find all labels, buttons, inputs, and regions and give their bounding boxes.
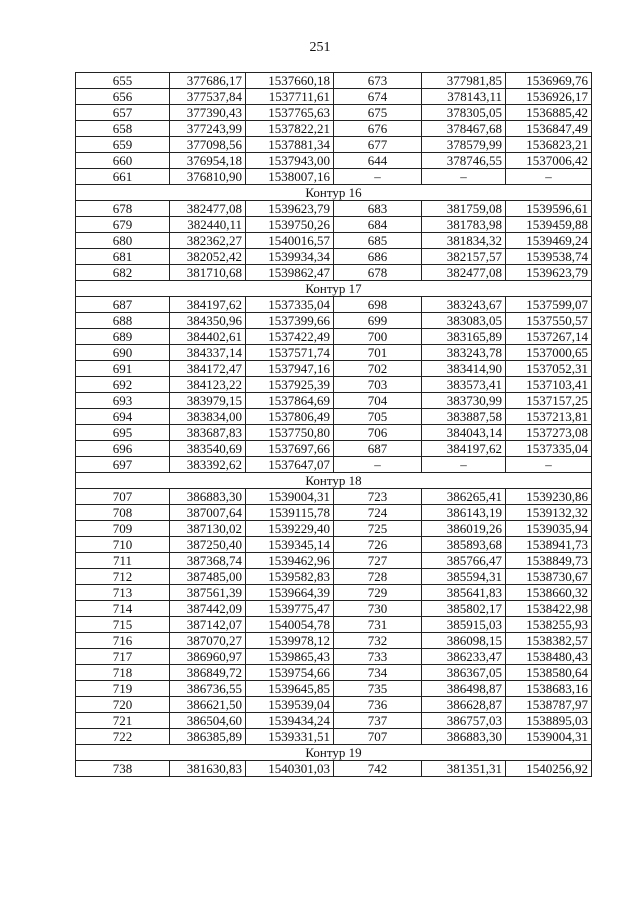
point-number: 735 — [334, 681, 422, 697]
y-coordinate: 1538660,32 — [506, 585, 592, 601]
y-coordinate: 1540301,03 — [246, 761, 334, 777]
x-coordinate: 387442,09 — [170, 601, 246, 617]
point-number: 656 — [76, 89, 170, 105]
x-coordinate: 383243,78 — [422, 345, 506, 361]
x-coordinate: 386019,26 — [422, 521, 506, 537]
table-row — [76, 169, 592, 185]
y-coordinate: 1539623,79 — [506, 265, 592, 281]
y-coordinate: 1540256,92 — [506, 761, 592, 777]
x-coordinate: 387561,39 — [170, 585, 246, 601]
x-coordinate: 378467,68 — [422, 121, 506, 137]
table-row — [76, 505, 592, 521]
y-coordinate: – — [506, 169, 592, 185]
x-coordinate: 382052,42 — [170, 249, 246, 265]
x-coordinate: 386265,41 — [422, 489, 506, 505]
x-coordinate: 378143,11 — [422, 89, 506, 105]
x-coordinate: 384197,62 — [422, 441, 506, 457]
x-coordinate: 384123,22 — [170, 377, 246, 393]
y-coordinate: 1539345,14 — [246, 537, 334, 553]
table-row — [76, 105, 592, 121]
point-number: 707 — [334, 729, 422, 745]
point-number: 690 — [76, 345, 170, 361]
x-coordinate: 384043,14 — [422, 425, 506, 441]
point-number: 678 — [76, 201, 170, 217]
table-row — [76, 153, 592, 169]
x-coordinate: 378305,05 — [422, 105, 506, 121]
point-number: 701 — [334, 345, 422, 361]
point-number: 708 — [76, 505, 170, 521]
point-number: 700 — [334, 329, 422, 345]
x-coordinate: 377243,99 — [170, 121, 246, 137]
table-row — [76, 585, 592, 601]
table-row — [76, 633, 592, 649]
point-number: 711 — [76, 553, 170, 569]
y-coordinate: 1537881,34 — [246, 137, 334, 153]
x-coordinate: 384172,47 — [170, 361, 246, 377]
x-coordinate: 381351,31 — [422, 761, 506, 777]
contour-label: Контур 19 — [76, 745, 592, 761]
point-number: 732 — [334, 633, 422, 649]
x-coordinate: 386883,30 — [422, 729, 506, 745]
point-number: 738 — [76, 761, 170, 777]
y-coordinate: – — [506, 457, 592, 473]
x-coordinate: 377390,43 — [170, 105, 246, 121]
point-number: 721 — [76, 713, 170, 729]
x-coordinate: 386504,60 — [170, 713, 246, 729]
table-row — [76, 201, 592, 217]
y-coordinate: 1538382,57 — [506, 633, 592, 649]
table-row — [76, 665, 592, 681]
y-coordinate: 1537157,25 — [506, 393, 592, 409]
x-coordinate: 386960,97 — [170, 649, 246, 665]
x-coordinate: 387250,40 — [170, 537, 246, 553]
table-row — [76, 249, 592, 265]
table-row — [76, 729, 592, 745]
point-number: 703 — [334, 377, 422, 393]
point-number: 697 — [76, 457, 170, 473]
point-number: 685 — [334, 233, 422, 249]
y-coordinate: 1539865,43 — [246, 649, 334, 665]
table-row — [76, 553, 592, 569]
x-coordinate: 385641,83 — [422, 585, 506, 601]
x-coordinate: 386385,89 — [170, 729, 246, 745]
point-number: 678 — [334, 265, 422, 281]
y-coordinate: 1539004,31 — [506, 729, 592, 745]
point-number: 698 — [334, 297, 422, 313]
point-number: 710 — [76, 537, 170, 553]
x-coordinate: 376810,90 — [170, 169, 246, 185]
y-coordinate: 1538580,64 — [506, 665, 592, 681]
y-coordinate: 1539664,39 — [246, 585, 334, 601]
contour-label: Контур 17 — [76, 281, 592, 297]
x-coordinate: 383834,00 — [170, 409, 246, 425]
table-row — [76, 313, 592, 329]
point-number: 728 — [334, 569, 422, 585]
y-coordinate: 1539750,26 — [246, 217, 334, 233]
contour-header-row — [76, 185, 592, 201]
y-coordinate: 1538480,43 — [506, 649, 592, 665]
y-coordinate: 1539596,61 — [506, 201, 592, 217]
x-coordinate: 383392,62 — [170, 457, 246, 473]
y-coordinate: 1537947,16 — [246, 361, 334, 377]
table-row — [76, 457, 592, 473]
table-row — [76, 761, 592, 777]
y-coordinate: 1538730,67 — [506, 569, 592, 585]
x-coordinate: 386233,47 — [422, 649, 506, 665]
table-row — [76, 377, 592, 393]
x-coordinate: 377686,17 — [170, 73, 246, 89]
table-row — [76, 265, 592, 281]
x-coordinate: 386367,05 — [422, 665, 506, 681]
y-coordinate: 1539538,74 — [506, 249, 592, 265]
point-number: 727 — [334, 553, 422, 569]
table-row — [76, 537, 592, 553]
x-coordinate: 382477,08 — [170, 201, 246, 217]
point-number: 722 — [76, 729, 170, 745]
table-row — [76, 89, 592, 105]
table-row — [76, 425, 592, 441]
x-coordinate: 386736,55 — [170, 681, 246, 697]
y-coordinate: 1537943,00 — [246, 153, 334, 169]
point-number: 733 — [334, 649, 422, 665]
point-number: 658 — [76, 121, 170, 137]
y-coordinate: 1539862,47 — [246, 265, 334, 281]
point-number: 709 — [76, 521, 170, 537]
x-coordinate: 383540,69 — [170, 441, 246, 457]
y-coordinate: 1539539,04 — [246, 697, 334, 713]
point-number: – — [334, 169, 422, 185]
y-coordinate: 1537335,04 — [506, 441, 592, 457]
y-coordinate: 1537213,81 — [506, 409, 592, 425]
point-number: 730 — [334, 601, 422, 617]
x-coordinate: 385915,03 — [422, 617, 506, 633]
point-number: 684 — [334, 217, 422, 233]
contour-header-row — [76, 281, 592, 297]
point-number: 725 — [334, 521, 422, 537]
point-number: 682 — [76, 265, 170, 281]
x-coordinate: 383887,58 — [422, 409, 506, 425]
x-coordinate: 383573,41 — [422, 377, 506, 393]
point-number: 707 — [76, 489, 170, 505]
point-number: 731 — [334, 617, 422, 633]
point-number: 694 — [76, 409, 170, 425]
y-coordinate: 1539035,94 — [506, 521, 592, 537]
x-coordinate: 386098,15 — [422, 633, 506, 649]
y-coordinate: 1539469,24 — [506, 233, 592, 249]
y-coordinate: 1540016,57 — [246, 233, 334, 249]
x-coordinate: 387070,27 — [170, 633, 246, 649]
y-coordinate: 1539459,88 — [506, 217, 592, 233]
table-row — [76, 233, 592, 249]
y-coordinate: 1537550,57 — [506, 313, 592, 329]
point-number: 657 — [76, 105, 170, 121]
y-coordinate: 1537052,31 — [506, 361, 592, 377]
point-number: 688 — [76, 313, 170, 329]
x-coordinate: 386757,03 — [422, 713, 506, 729]
page-number: 251 — [309, 40, 331, 55]
y-coordinate: 1538422,98 — [506, 601, 592, 617]
point-number: 723 — [334, 489, 422, 505]
point-number: 718 — [76, 665, 170, 681]
point-number: 675 — [334, 105, 422, 121]
y-coordinate: 1539004,31 — [246, 489, 334, 505]
y-coordinate: 1538941,73 — [506, 537, 592, 553]
point-number: 717 — [76, 649, 170, 665]
x-coordinate: 384402,61 — [170, 329, 246, 345]
point-number: 737 — [334, 713, 422, 729]
y-coordinate: 1539978,12 — [246, 633, 334, 649]
point-number: 655 — [76, 73, 170, 89]
y-coordinate: 1537103,41 — [506, 377, 592, 393]
x-coordinate: 383165,89 — [422, 329, 506, 345]
table-row — [76, 713, 592, 729]
x-coordinate: 385802,17 — [422, 601, 506, 617]
x-coordinate: 383687,83 — [170, 425, 246, 441]
x-coordinate: 382362,27 — [170, 233, 246, 249]
point-number: 674 — [334, 89, 422, 105]
y-coordinate: 1538849,73 — [506, 553, 592, 569]
point-number: 661 — [76, 169, 170, 185]
x-coordinate: 377098,56 — [170, 137, 246, 153]
table-row — [76, 409, 592, 425]
point-number: 686 — [334, 249, 422, 265]
point-number: 680 — [76, 233, 170, 249]
table-row — [76, 601, 592, 617]
y-coordinate: 1539229,40 — [246, 521, 334, 537]
y-coordinate: 1539230,86 — [506, 489, 592, 505]
y-coordinate: 1539775,47 — [246, 601, 334, 617]
y-coordinate: 1537571,74 — [246, 345, 334, 361]
x-coordinate: 378746,55 — [422, 153, 506, 169]
y-coordinate: 1537765,63 — [246, 105, 334, 121]
y-coordinate: 1537864,69 — [246, 393, 334, 409]
x-coordinate: 384337,14 — [170, 345, 246, 361]
y-coordinate: 1538255,93 — [506, 617, 592, 633]
y-coordinate: 1539582,83 — [246, 569, 334, 585]
point-number: 693 — [76, 393, 170, 409]
x-coordinate: 385766,47 — [422, 553, 506, 569]
y-coordinate: 1539462,96 — [246, 553, 334, 569]
x-coordinate: 384197,62 — [170, 297, 246, 313]
y-coordinate: 1536823,21 — [506, 137, 592, 153]
table-row — [76, 393, 592, 409]
point-number: 724 — [334, 505, 422, 521]
x-coordinate: 387368,74 — [170, 553, 246, 569]
y-coordinate: 1536926,17 — [506, 89, 592, 105]
table-row — [76, 345, 592, 361]
x-coordinate: 386849,72 — [170, 665, 246, 681]
contour-header-row — [76, 745, 592, 761]
point-number: 716 — [76, 633, 170, 649]
coordinates-table — [75, 72, 592, 777]
y-coordinate: 1536847,49 — [506, 121, 592, 137]
y-coordinate: 1537335,04 — [246, 297, 334, 313]
contour-label: Контур 16 — [76, 185, 592, 201]
point-number: 704 — [334, 393, 422, 409]
x-coordinate: 383730,99 — [422, 393, 506, 409]
table-row — [76, 569, 592, 585]
y-coordinate: 1537399,66 — [246, 313, 334, 329]
x-coordinate: 381834,32 — [422, 233, 506, 249]
y-coordinate: 1539434,24 — [246, 713, 334, 729]
y-coordinate: 1537822,21 — [246, 121, 334, 137]
point-number: 689 — [76, 329, 170, 345]
x-coordinate: 385594,31 — [422, 569, 506, 585]
point-number: 713 — [76, 585, 170, 601]
y-coordinate: 1536885,42 — [506, 105, 592, 121]
x-coordinate: 387007,64 — [170, 505, 246, 521]
y-coordinate: 1537000,65 — [506, 345, 592, 361]
table-row — [76, 297, 592, 313]
point-number: 706 — [334, 425, 422, 441]
x-coordinate: – — [422, 169, 506, 185]
x-coordinate: 387485,00 — [170, 569, 246, 585]
x-coordinate: 377981,85 — [422, 73, 506, 89]
table-row — [76, 73, 592, 89]
y-coordinate: 1537697,66 — [246, 441, 334, 457]
x-coordinate: 377537,84 — [170, 89, 246, 105]
point-number: 659 — [76, 137, 170, 153]
point-number: – — [334, 457, 422, 473]
x-coordinate: 376954,18 — [170, 153, 246, 169]
x-coordinate: 382157,57 — [422, 249, 506, 265]
point-number: 681 — [76, 249, 170, 265]
x-coordinate: 383243,67 — [422, 297, 506, 313]
point-number: 673 — [334, 73, 422, 89]
point-number: 660 — [76, 153, 170, 169]
table-row — [76, 681, 592, 697]
point-number: 715 — [76, 617, 170, 633]
point-number: 734 — [334, 665, 422, 681]
point-number: 679 — [76, 217, 170, 233]
y-coordinate: 1540054,78 — [246, 617, 334, 633]
x-coordinate: – — [422, 457, 506, 473]
table-row — [76, 617, 592, 633]
y-coordinate: 1539132,32 — [506, 505, 592, 521]
point-number: 720 — [76, 697, 170, 713]
point-number: 742 — [334, 761, 422, 777]
y-coordinate: 1539331,51 — [246, 729, 334, 745]
table-row — [76, 361, 592, 377]
x-coordinate: 381710,68 — [170, 265, 246, 281]
point-number: 729 — [334, 585, 422, 601]
x-coordinate: 386628,87 — [422, 697, 506, 713]
y-coordinate: 1538007,16 — [246, 169, 334, 185]
x-coordinate: 387130,02 — [170, 521, 246, 537]
x-coordinate: 386883,30 — [170, 489, 246, 505]
y-coordinate: 1539623,79 — [246, 201, 334, 217]
point-number: 691 — [76, 361, 170, 377]
point-number: 677 — [334, 137, 422, 153]
table-row — [76, 649, 592, 665]
y-coordinate: 1537599,07 — [506, 297, 592, 313]
point-number: 719 — [76, 681, 170, 697]
y-coordinate: 1537006,42 — [506, 153, 592, 169]
x-coordinate: 381759,08 — [422, 201, 506, 217]
y-coordinate: 1537711,61 — [246, 89, 334, 105]
table-row — [76, 121, 592, 137]
y-coordinate: 1537925,39 — [246, 377, 334, 393]
point-number: 696 — [76, 441, 170, 457]
x-coordinate: 384350,96 — [170, 313, 246, 329]
y-coordinate: 1537647,07 — [246, 457, 334, 473]
y-coordinate: 1537750,80 — [246, 425, 334, 441]
x-coordinate: 386498,87 — [422, 681, 506, 697]
x-coordinate: 385893,68 — [422, 537, 506, 553]
table-row — [76, 489, 592, 505]
table-row — [76, 697, 592, 713]
x-coordinate: 378579,99 — [422, 137, 506, 153]
table-row — [76, 521, 592, 537]
point-number: 702 — [334, 361, 422, 377]
y-coordinate: 1537267,14 — [506, 329, 592, 345]
table-row — [76, 441, 592, 457]
point-number: 687 — [334, 441, 422, 457]
y-coordinate: 1539934,34 — [246, 249, 334, 265]
x-coordinate: 381783,98 — [422, 217, 506, 233]
point-number: 699 — [334, 313, 422, 329]
y-coordinate: 1539115,78 — [246, 505, 334, 521]
x-coordinate: 383414,90 — [422, 361, 506, 377]
point-number: 676 — [334, 121, 422, 137]
x-coordinate: 382477,08 — [422, 265, 506, 281]
contour-header-row — [76, 473, 592, 489]
x-coordinate: 383979,15 — [170, 393, 246, 409]
y-coordinate: 1537273,08 — [506, 425, 592, 441]
y-coordinate: 1537660,18 — [246, 73, 334, 89]
table-row — [76, 217, 592, 233]
point-number: 736 — [334, 697, 422, 713]
x-coordinate: 382440,11 — [170, 217, 246, 233]
y-coordinate: 1538787,97 — [506, 697, 592, 713]
y-coordinate: 1539754,66 — [246, 665, 334, 681]
y-coordinate: 1536969,76 — [506, 73, 592, 89]
point-number: 692 — [76, 377, 170, 393]
point-number: 712 — [76, 569, 170, 585]
point-number: 644 — [334, 153, 422, 169]
point-number: 705 — [334, 409, 422, 425]
x-coordinate: 386621,50 — [170, 697, 246, 713]
point-number: 714 — [76, 601, 170, 617]
y-coordinate: 1539645,85 — [246, 681, 334, 697]
point-number: 683 — [334, 201, 422, 217]
contour-label: Контур 18 — [76, 473, 592, 489]
y-coordinate: 1537422,49 — [246, 329, 334, 345]
x-coordinate: 381630,83 — [170, 761, 246, 777]
point-number: 726 — [334, 537, 422, 553]
x-coordinate: 387142,07 — [170, 617, 246, 633]
point-number: 687 — [76, 297, 170, 313]
x-coordinate: 386143,19 — [422, 505, 506, 521]
y-coordinate: 1538895,03 — [506, 713, 592, 729]
y-coordinate: 1537806,49 — [246, 409, 334, 425]
point-number: 695 — [76, 425, 170, 441]
table-row — [76, 137, 592, 153]
y-coordinate: 1538683,16 — [506, 681, 592, 697]
x-coordinate: 383083,05 — [422, 313, 506, 329]
table-row — [76, 329, 592, 345]
